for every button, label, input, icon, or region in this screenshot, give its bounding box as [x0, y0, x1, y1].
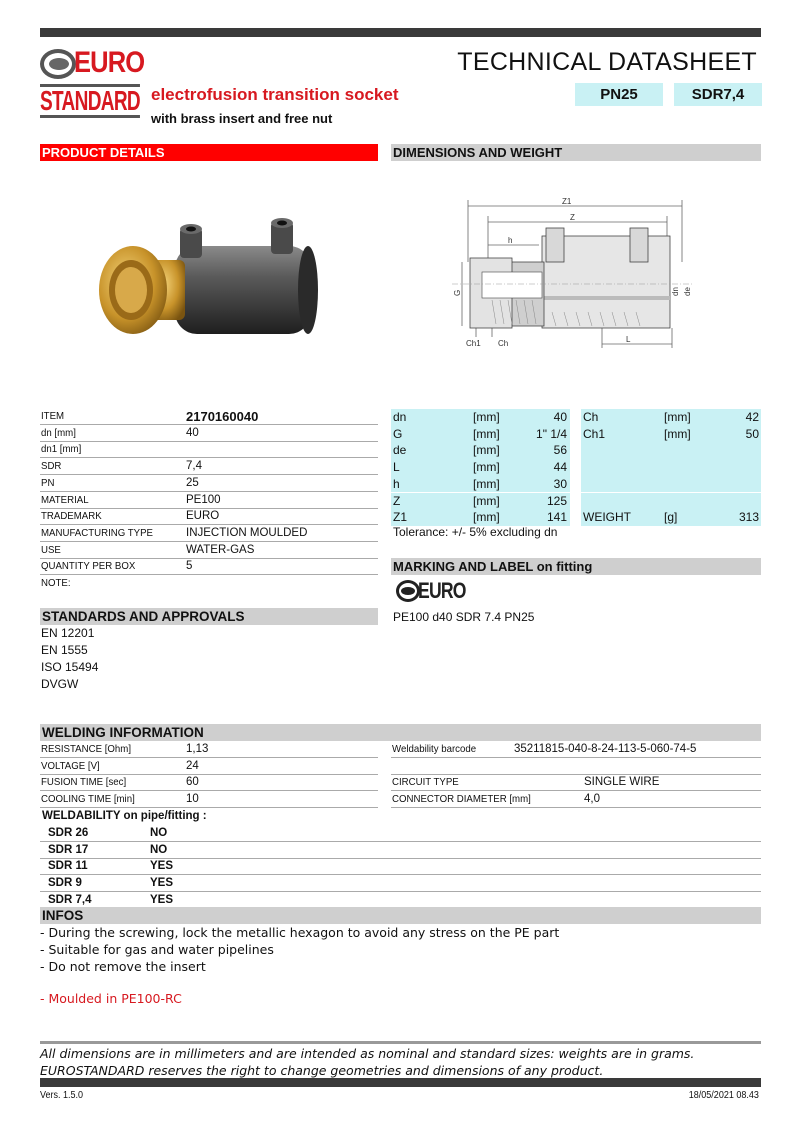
dim-name: L	[393, 460, 400, 475]
dim-value: 125	[546, 493, 567, 508]
bottom-bar	[40, 1078, 761, 1087]
dim-value: 313	[738, 510, 759, 525]
section-marking: MARKING AND LABEL on fitting	[391, 558, 761, 575]
detail-value: PE100	[186, 493, 221, 506]
dim-value: 56	[553, 443, 567, 458]
dim-unit: [mm]	[664, 426, 691, 441]
standard-item: DVGW	[41, 677, 79, 691]
dim-name: Ch	[583, 410, 599, 424]
label-ch: Ch	[498, 339, 509, 348]
euro-marking-logo	[396, 578, 466, 604]
section-product-details: PRODUCT DETAILS	[40, 144, 378, 161]
dim-row-right	[581, 409, 761, 426]
welding-label: COOLING TIME [min]	[41, 793, 135, 806]
welding-value: 4,0	[584, 793, 600, 806]
detail-label: USE	[41, 543, 61, 556]
label-ch1: Ch1	[466, 339, 481, 348]
infos-red-note: - Moulded in PE100-RC	[40, 991, 182, 1006]
dim-row-right	[581, 476, 761, 493]
eurostandard-logo	[40, 46, 145, 118]
detail-row	[40, 408, 378, 425]
detail-label: ITEM	[41, 410, 65, 422]
section-dimensions-weight: DIMENSIONS AND WEIGHT	[391, 144, 761, 161]
detail-value: 2170160040	[186, 409, 259, 424]
dim-row-left	[391, 476, 570, 493]
dim-unit: [g]	[664, 510, 678, 525]
weldability-ok: NO	[150, 843, 168, 856]
weldability-sdr: SDR 17	[48, 843, 89, 856]
info-item: - Do not remove the insert	[40, 959, 206, 974]
dim-row-right	[581, 459, 761, 476]
dim-row-right	[581, 442, 761, 459]
dim-unit: [mm]	[664, 410, 691, 424]
welding-value: 10	[186, 793, 199, 806]
logo-euro-text: EURO	[74, 46, 145, 79]
standard-item: ISO 15494	[41, 660, 99, 674]
detail-label: dn [mm]	[41, 426, 76, 439]
weldability-title: WELDABILITY on pipe/fitting :	[42, 810, 207, 822]
footer-divider	[40, 1041, 761, 1044]
dim-unit: [mm]	[473, 510, 500, 525]
welding-row-left	[40, 758, 378, 775]
dim-row-left	[391, 409, 570, 426]
section-welding: WELDING INFORMATION	[40, 724, 761, 741]
dim-row-left	[391, 459, 570, 476]
dim-name: G	[393, 426, 403, 441]
dim-value: 42	[745, 410, 759, 424]
detail-label: MATERIAL	[41, 493, 89, 506]
section-standards: STANDARDS AND APPROVALS	[40, 608, 378, 625]
welding-value: 60	[186, 776, 199, 789]
dim-unit: [mm]	[473, 476, 500, 491]
dim-unit: [mm]	[473, 443, 500, 458]
welding-row-right	[391, 741, 761, 758]
welding-label: FUSION TIME [sec]	[41, 776, 127, 789]
welding-label: Weldability barcode	[392, 743, 477, 755]
detail-value: INJECTION MOULDED	[186, 526, 308, 539]
detail-value: 7,4	[186, 460, 202, 473]
detail-value: 25	[186, 476, 199, 489]
weldability-sdr: SDR 11	[48, 860, 88, 873]
welding-value: 1,13	[186, 743, 209, 755]
print-date: 18/05/2021 08.43	[688, 1090, 759, 1101]
weldability-row	[40, 858, 761, 875]
dim-name: Z1	[393, 510, 408, 525]
detail-row	[40, 558, 378, 575]
welding-label: CONNECTOR DIAMETER [mm]	[392, 793, 531, 806]
product-subtitle: with brass insert and free nut	[151, 111, 333, 126]
document-title: TECHNICAL DATASHEET	[457, 48, 757, 76]
welding-row-left	[40, 774, 378, 791]
detail-row	[40, 525, 378, 542]
dim-name: dn	[393, 410, 407, 424]
weldability-ok: YES	[150, 860, 174, 873]
standard-item: EN 12201	[41, 626, 95, 640]
weldability-sdr: SDR 9	[48, 877, 82, 890]
welding-row-left	[40, 741, 378, 758]
dim-unit: [mm]	[473, 493, 500, 508]
welding-value: 35211815-040-8-24-113-5-060-74-5	[514, 743, 697, 755]
dim-name: de	[393, 443, 407, 458]
label-h: h	[508, 236, 513, 245]
info-item: - During the screwing, lock the metallic hexagon to avoid any stress on the PE part	[40, 925, 560, 940]
badge-sdr: SDR7,4	[674, 83, 762, 106]
dim-row-right	[581, 509, 761, 526]
detail-label: QUANTITY PER BOX	[41, 560, 136, 573]
welding-label: CIRCUIT TYPE	[392, 776, 459, 789]
technical-drawing	[452, 192, 697, 352]
detail-row	[40, 475, 378, 492]
detail-row	[40, 575, 378, 592]
badge-pn: PN25	[575, 83, 663, 106]
logo-standard-text: STANDARD	[40, 85, 140, 116]
dim-name: WEIGHT	[583, 510, 631, 525]
dim-value: 40	[553, 410, 567, 424]
dim-value: 30	[553, 476, 567, 491]
dim-name: h	[393, 476, 400, 491]
label-g: G	[453, 289, 462, 296]
label-z: Z	[570, 213, 575, 222]
dim-row-left	[391, 426, 570, 443]
weldability-row	[40, 842, 761, 859]
label-dn: dn	[671, 287, 680, 296]
weldability-sdr: SDR 7,4	[48, 893, 92, 906]
dim-unit: [mm]	[473, 460, 500, 475]
marking-logo-text: EURO	[418, 578, 466, 603]
detail-row	[40, 542, 378, 559]
info-item: - Suitable for gas and water pipelines	[40, 942, 274, 957]
label-l: L	[626, 335, 631, 344]
weldability-ok: YES	[150, 893, 174, 906]
dim-value: 141	[546, 510, 567, 525]
version: Vers. 1.5.0	[40, 1090, 84, 1101]
welding-row-right	[391, 791, 761, 808]
top-bar	[40, 28, 761, 37]
dim-value: 44	[553, 460, 567, 475]
welding-row-left	[40, 791, 378, 808]
standard-item: EN 1555	[41, 643, 88, 657]
dim-row-left	[391, 442, 570, 459]
weldability-sdr: SDR 26	[48, 827, 89, 839]
detail-value: 40	[186, 426, 199, 439]
dim-unit: [mm]	[473, 410, 500, 424]
detail-label: TRADEMARK	[41, 510, 102, 523]
welding-label: VOLTAGE [V]	[41, 759, 100, 772]
footer-disclaimer	[40, 1045, 694, 1079]
detail-value: 5	[186, 560, 193, 573]
weldability-row	[40, 875, 761, 892]
dim-name: Ch1	[583, 426, 606, 441]
detail-label: MANUFACTURING TYPE	[41, 526, 153, 539]
detail-row	[40, 508, 378, 525]
detail-label: dn1 [mm]	[41, 443, 82, 456]
product-title: electrofusion transition socket	[151, 85, 399, 104]
logo-o-icon	[40, 49, 76, 79]
marking-text: PE100 d40 SDR 7.4 PN25	[393, 610, 535, 624]
weldability-ok: NO	[150, 827, 168, 839]
welding-row-right	[391, 758, 761, 775]
dim-row-right	[581, 493, 761, 510]
detail-value: WATER-GAS	[186, 543, 255, 556]
dim-row-right	[581, 426, 761, 443]
tolerance-note: Tolerance: +/- 5% excluding dn	[393, 525, 558, 539]
detail-row	[40, 425, 378, 442]
label-z1: Z1	[562, 197, 572, 206]
detail-row	[40, 458, 378, 475]
dim-value: 50	[745, 426, 759, 441]
detail-value: EURO	[186, 510, 220, 523]
footer-line-1: All dimensions are in millimeters and are intended as nominal and standard sizes: weights are in grams.	[40, 1046, 695, 1061]
weldability-row	[40, 825, 761, 842]
detail-label: PN	[41, 476, 55, 489]
detail-label: SDR	[41, 460, 62, 473]
weldability-ok: YES	[150, 877, 174, 890]
label-de: de	[683, 287, 692, 296]
welding-row-right	[391, 774, 761, 791]
welding-value: SINGLE WIRE	[584, 776, 660, 789]
welding-value: 24	[186, 759, 199, 772]
footer-line-2: EUROSTANDARD reserves the right to change geometries and dimensions of any product.	[40, 1063, 604, 1078]
detail-label: NOTE:	[41, 577, 71, 589]
detail-row	[40, 441, 378, 458]
section-infos: INFOS	[40, 907, 761, 924]
dim-unit: [mm]	[473, 426, 500, 441]
dim-row-left	[391, 493, 570, 510]
product-image	[95, 212, 325, 347]
detail-row	[40, 492, 378, 509]
dim-name: Z	[393, 493, 401, 508]
dim-value: 1" 1/4	[536, 426, 567, 441]
welding-label: RESISTANCE [Ohm]	[41, 743, 132, 755]
